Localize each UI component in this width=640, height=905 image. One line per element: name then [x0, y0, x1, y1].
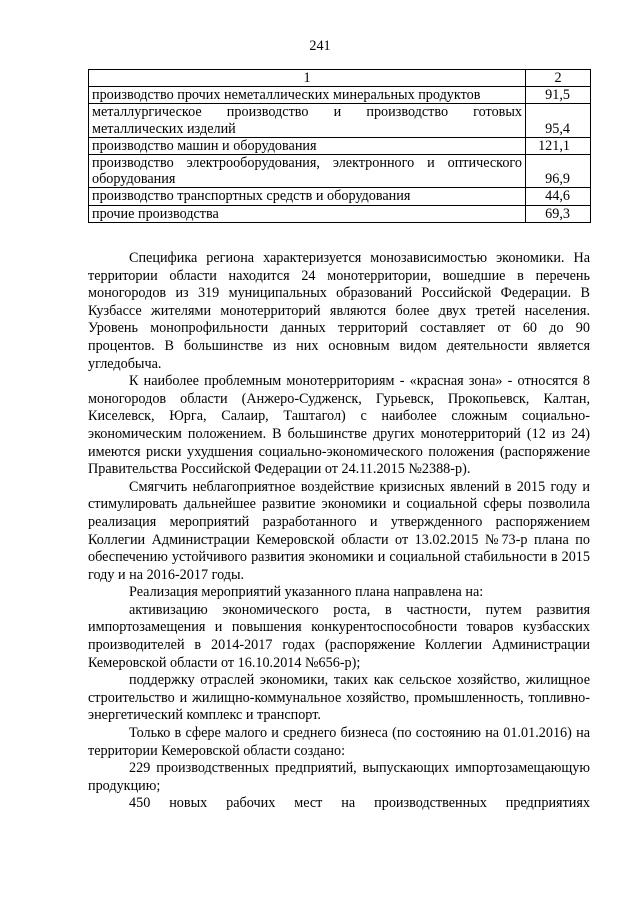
- table-header-row: [89, 70, 591, 87]
- paragraph: Только в сфере малого и среднего бизнеса (по состоянию на 01.01.2016) на территории Кемеровской области создано:: [88, 725, 590, 759]
- table-cell-value: 44,6: [526, 188, 591, 205]
- body-text: [88, 250, 590, 813]
- paragraph: Реализация мероприятий указанного плана направлена на:: [129, 584, 484, 601]
- list-paragraph: активизацию экономического роста, в частности, путем развития импортозамещения и повышения конкурентоспособности товаров кузбасских производителей в 2014-2017 годах (распоряжение Коллегии Администрации Кемеровской области от 16.10.2014 №656-р);: [88, 601, 590, 671]
- paragraph: Смягчить неблагоприятное воздействие кризисных явлений в 2015 году и стимулировать дальнейшее развитие экономики и социальной сферы позволила реализация мероприятий разработанного и утвержденного распоряжением Коллегии Администрации Кемеровской области от 13.02.2015 №73-р плана по обеспечению устойчивого развития экономики и социальной стабильности в 2015 году и на 2016-2017 годы.: [88, 478, 590, 583]
- table-row: [89, 104, 591, 137]
- paragraph: К наиболее проблемным монотерриториям - «красная зона» - относятся 8 моногородов области (Анжеро-Судженск, Гурьевск, Прокопьевск, Калтан, Киселевск, Юрга, Салаир, Таштагол) с наиболее сложным социально-экономическим положением. В большинстве других монотерриторий (12 из 24) имеются риски ухудшения социально-экономического положения (распоряжение Правительства Российской Федерации от 24.11.2015 №2388-р).: [88, 373, 590, 478]
- table-cell-label: прочие производства: [89, 205, 526, 222]
- list-paragraph: 450 новых рабочих мест на производственных предприятиях: [129, 795, 590, 812]
- table-cell-value: 69,3: [526, 205, 591, 222]
- table-cell-label: металлургическое производство и производство готовых металлических изделий: [89, 104, 526, 137]
- table-row: [89, 188, 591, 205]
- table-cell-label: производство прочих неметаллических минеральных продуктов: [89, 87, 526, 104]
- table-cell-label: производство машин и оборудования: [89, 137, 526, 154]
- table-cell-label: производство электрооборудования, электронного и оптического оборудования: [89, 155, 526, 188]
- table-header-cell: 1: [89, 70, 526, 87]
- data-table: [88, 69, 591, 223]
- list-paragraph: поддержку отраслей экономики, таких как сельское хозяйство, жилищное строительство и жилищно-коммунальное хозяйство, промышленность, топливно-энергетический комплекс и транспорт.: [88, 672, 590, 724]
- table-row: [89, 137, 591, 154]
- table-row: [89, 155, 591, 188]
- table-header-cell: 2: [526, 70, 591, 87]
- table-cell-value: 96,9: [526, 155, 591, 188]
- list-paragraph: 229 производственных предприятий, выпускающих импортозамещающую продукцию;: [88, 760, 590, 794]
- paragraph: Специфика региона характеризуется монозависимостью экономики. На территории области находится 24 монотерритории, вошедшие в перечень моногородов из 319 муниципальных образований Российской Федерации. В Кузбассе жителями монотерриторий являются более двух третей населения. Уровень монопрофильности данных территорий составляет от 60 до 90 процентов. В большинстве из них основным видом деятельности является угледобыча.: [88, 250, 590, 372]
- table-row: [89, 205, 591, 222]
- table-row: [89, 87, 591, 104]
- table-cell-value: 91,5: [526, 87, 591, 104]
- table-cell-value: 95,4: [526, 104, 591, 137]
- table-cell-value: 121,1: [526, 137, 591, 154]
- page-number: 241: [309, 38, 331, 54]
- table-cell-label: производство транспортных средств и оборудования: [89, 188, 526, 205]
